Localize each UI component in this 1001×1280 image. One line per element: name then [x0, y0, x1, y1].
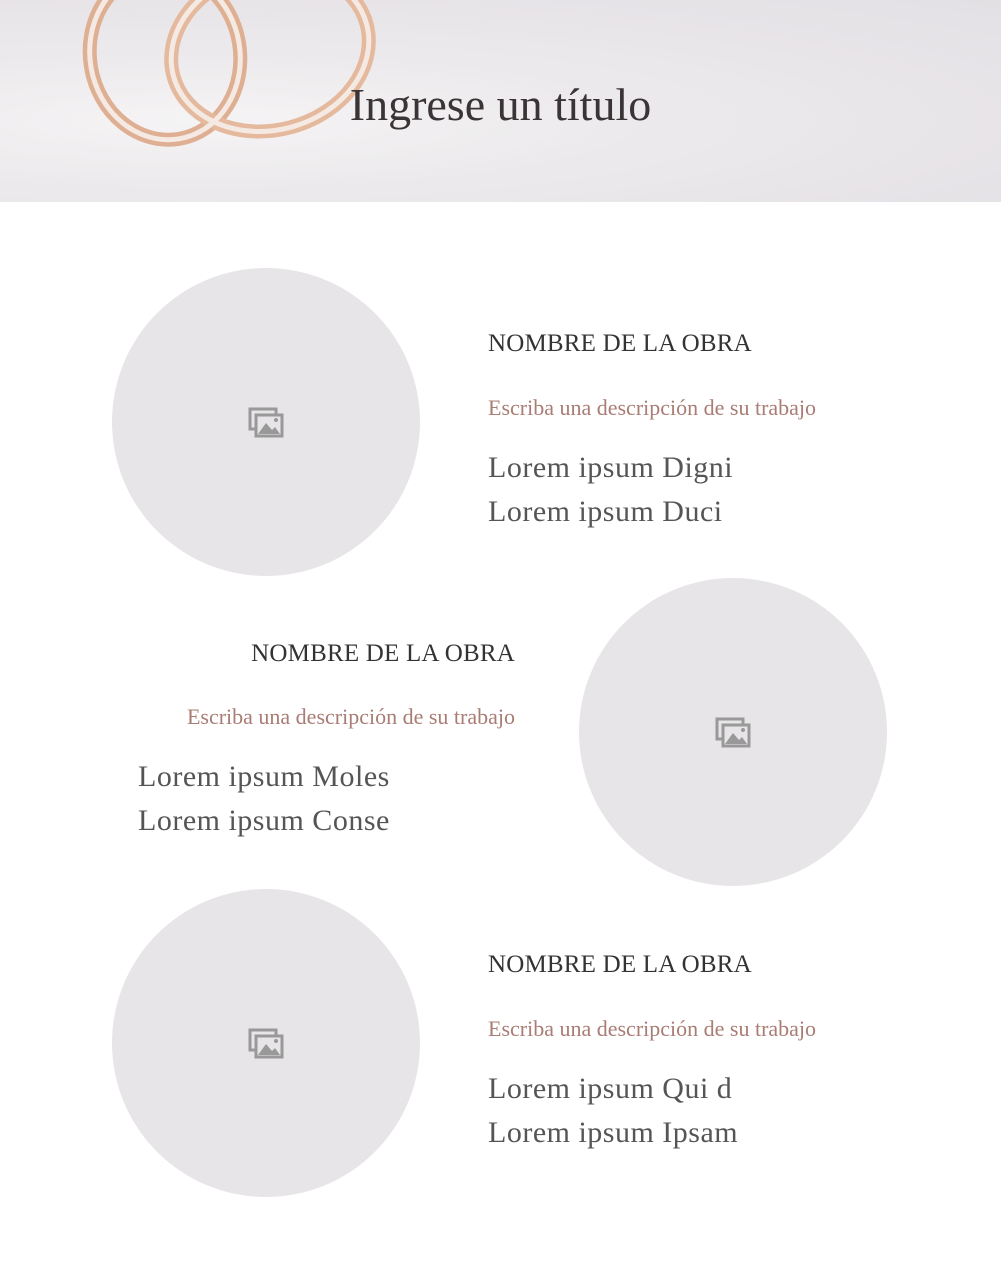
work-title: NOMBRE DE LA OBRA [488, 951, 752, 978]
image-placeholder[interactable] [112, 889, 420, 1197]
lorem-line: Lorem ipsum Qui d [488, 1072, 733, 1105]
lorem-line: Lorem ipsum Duci [488, 495, 723, 528]
work-description: Escriba una descripción de su trabajo [488, 395, 817, 420]
header-banner [0, 0, 1001, 202]
lorem-line: Lorem ipsum Moles [138, 760, 390, 793]
work-description: Escriba una descripción de su trabajo [186, 704, 515, 729]
work-title: NOMBRE DE LA OBRA [488, 330, 752, 357]
work-title: NOMBRE DE LA OBRA [251, 640, 515, 667]
lorem-line: Lorem ipsum Ipsam [488, 1116, 739, 1149]
work-description: Escriba una descripción de su trabajo [488, 1016, 817, 1041]
lorem-line: Lorem ipsum Digni [488, 451, 734, 484]
image-icon [715, 716, 751, 748]
page-title[interactable]: Ingrese un título [349, 79, 652, 130]
lorem-line: Lorem ipsum Conse [138, 804, 390, 837]
image-icon [248, 1027, 284, 1059]
image-placeholder[interactable] [579, 578, 887, 886]
image-placeholder[interactable] [112, 268, 420, 576]
image-icon [248, 406, 284, 438]
